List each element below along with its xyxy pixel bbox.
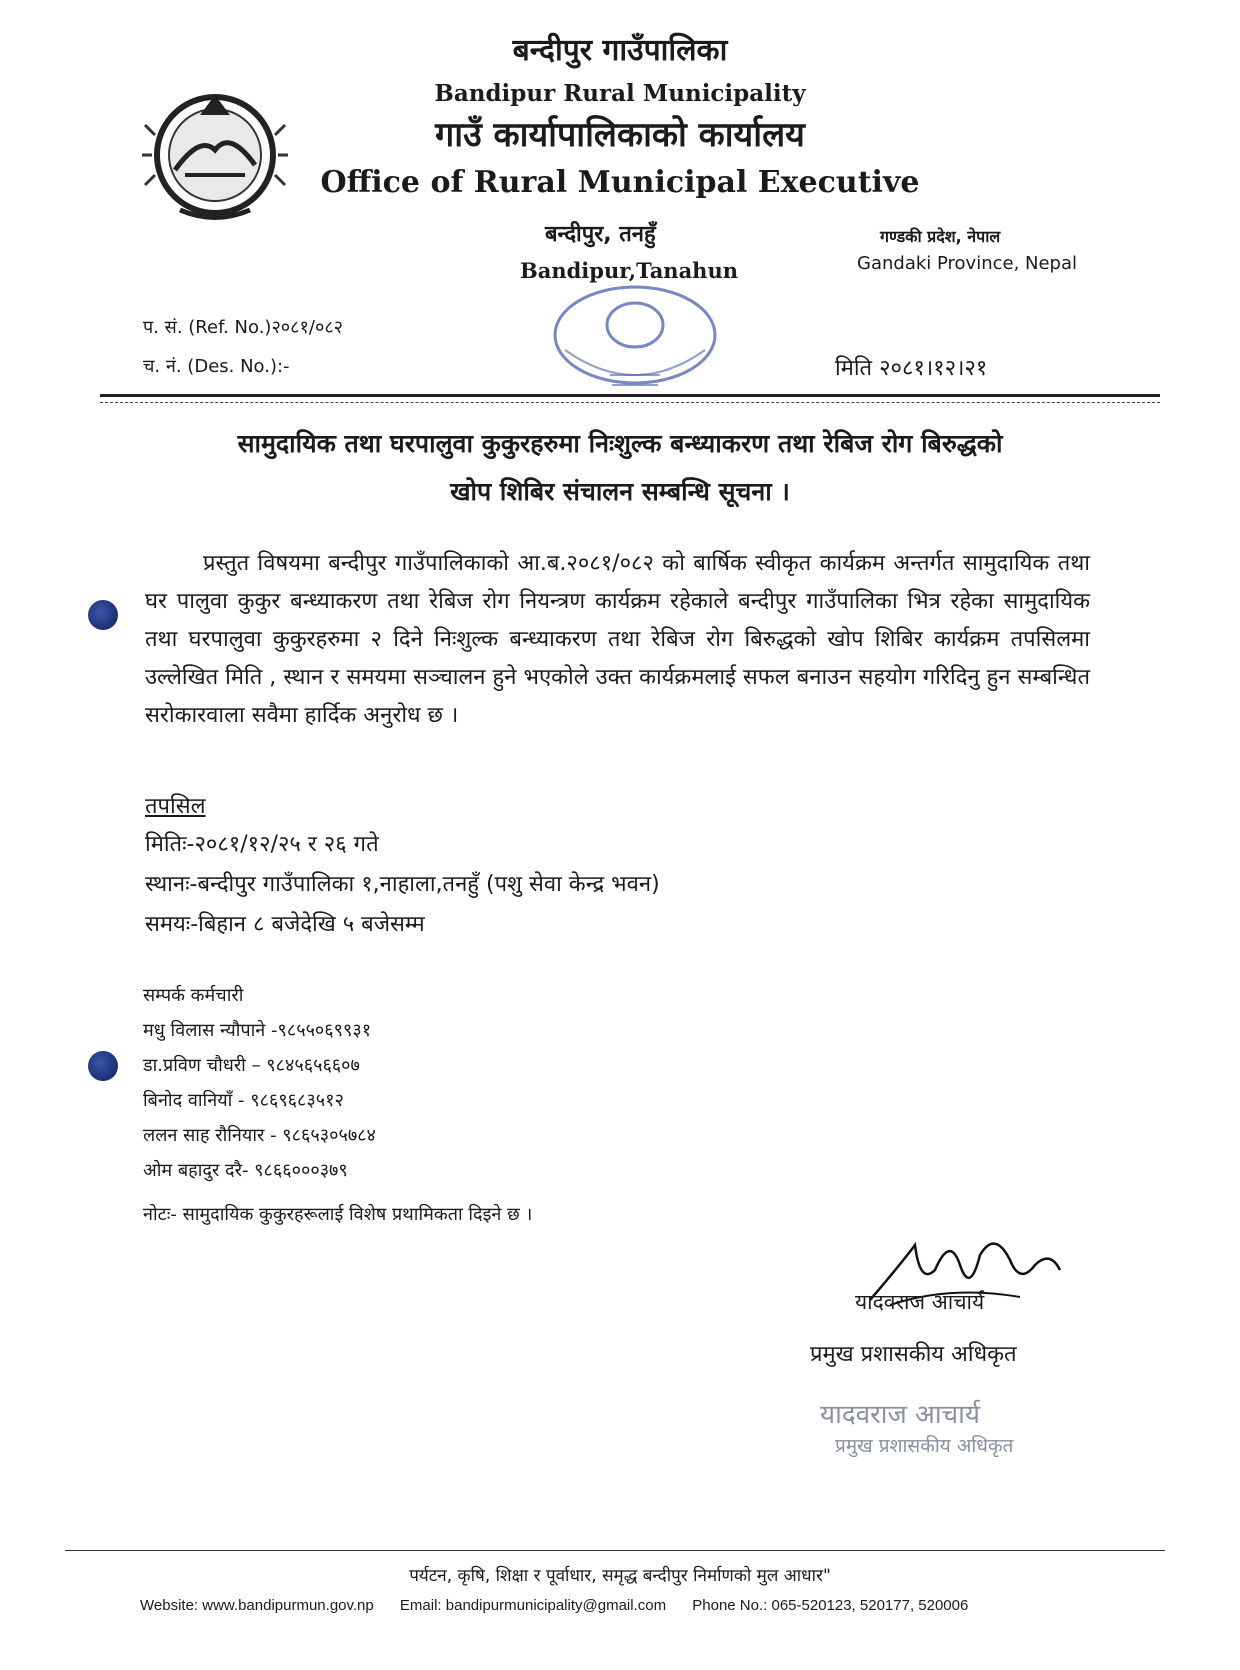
punch-hole-top [88,600,118,630]
org-name-english: Bandipur Rural Municipality [434,80,806,107]
dispatch-number: च. नं. (Des. No.):- [143,356,290,377]
signatory-name: यादवराज आचार्य [855,1290,985,1314]
org-name-nepali: बन्दीपुर गाउँपालिका [512,33,728,68]
contact-heading: सम्पर्क कर्मचारी [143,985,244,1006]
footer-contact [140,1597,990,1614]
event-place: स्थानः-बन्दीपुर गाउँपालिका १,नाहाला,तनहुँ (पशु सेवा केन्द्र भवन) [145,872,660,897]
footer-phone: Phone No.: 065-520123, 520177, 520006 [692,1597,969,1614]
footer-slogan: पर्यटन, कृषि, शिक्षा र पूर्वाधार, समृद्ध बन्दीपुर निर्माणको मुल आधार" [409,1566,831,1586]
province-english: Gandaki Province, Nepal [857,253,1078,274]
signatory-title: प्रमुख प्रशासकीय अधिकृत [810,1342,1017,1367]
footer-website: Website: www.bandipurmun.gov.np [140,1597,374,1614]
contact-item: ललन साह रौनियार - ९८६५३०५७८४ [143,1125,376,1146]
contact-item: ओम बहादुर दरै- ९८६६०००३७९ [143,1160,348,1181]
signature-stamp-name: यादवराज आचार्य [820,1400,980,1430]
punch-hole-bottom [88,1051,118,1081]
body-text [145,545,1090,735]
event-date: मितिः-२०८१/१२/२५ र २६ गते [145,832,379,857]
letter-date: मिति २०८१।१२।२१ [835,356,988,381]
reference-number: प. सं. (Ref. No.)२०८१/०८२ [143,317,344,338]
footer-divider [65,1550,1165,1551]
contact-item: मधु विलास न्यौपाने -९८५५०६९९३१ [143,1020,372,1041]
province-nepali: गण्डकी प्रदेश, नेपाल [880,227,1001,246]
header-divider [100,394,1160,403]
location-nepali: बन्दीपुर, तनहुँ [545,222,656,247]
office-name-english: Office of Rural Municipal Executive [320,165,920,200]
note: नोटः- सामुदायिक कुकुरहरूलाई विशेष प्रथामिकता दिइने छ । [143,1204,533,1225]
office-stamp-icon [540,280,730,405]
subject-line-1: सामुदायिक तथा घरपालुवा कुकुरहरुमा निःशुल्क बन्ध्याकरण तथा रेबिज रोग बिरुद्धको [237,429,1003,458]
office-name-nepali: गाउँ कार्यापालिकाको कार्यालय [435,115,805,155]
footer-email: Email: bandipurmunicipality@gmail.com [399,1597,667,1614]
details-heading: तपसिल [145,794,206,819]
signature-stamp-title: प्रमुख प्रशासकीय अधिकृत [835,1435,1014,1457]
location-english: Bandipur,Tanahun [520,258,738,283]
subject-line-2: खोप शिबिर संचालन सम्बन्धि सूचना । [450,477,790,506]
contact-item: बिनोद वानियाँ - ९८६९६८३५१२ [143,1090,344,1111]
body-paragraph: प्रस्तुत विषयमा बन्दीपुर गाउँपालिकाको आ.ब.२०८१/०८२ को बार्षिक स्वीकृत कार्यक्रम अन्तर्गत सामुदायिक तथा घर पालुवा कुकुर बन्ध्याकरण तथा रेबिज रोग नियन्त्रण कार्यक्रम रहेकाले बन्दीपुर गाउँपालिका भित्र रहेका सामुदायिक तथा घरपालुवा कुकुरहरुमा २ दिने निःशुल्क बन्ध्याकरण तथा रेबिज रोग बिरुद्धको खोप शिबिर कार्यक्रम तपसिलमा उल्लेखित मिति , स्थान र समयमा सञ्चालन हुने भएकोले उक्त कार्यक्रमलाई सफल बनाउन सहयोग गरिदिनु हुन सम्बन्धित सरोकारवाला सवैमा हार्दिक अनुरोध छ । [145,551,1090,728]
contact-item: डा.प्रविण चौधरी – ९८४५६५६६०७ [143,1055,360,1076]
subject [0,420,1240,516]
contact-list [143,978,376,1188]
event-time: समयः-बिहान ८ बजेदेखि ५ बजेसम्म [145,912,425,937]
